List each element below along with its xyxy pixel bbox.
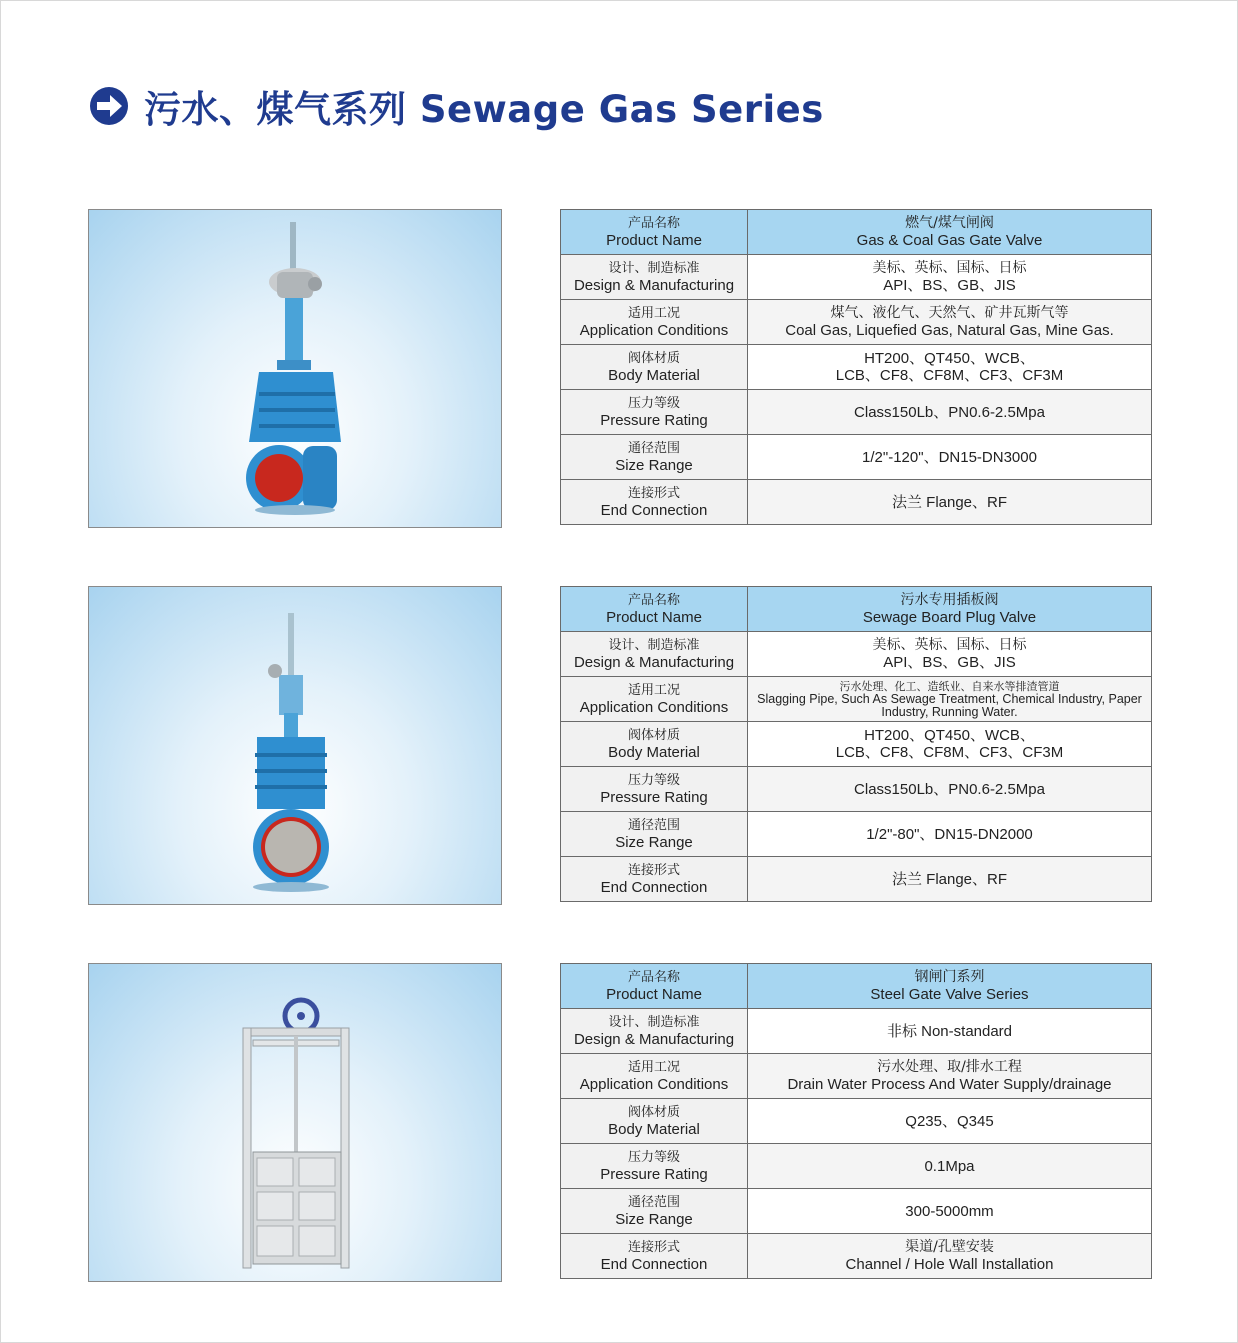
value-en: Sewage Board Plug Valve bbox=[862, 609, 1037, 626]
value-en: 非标 Non-standard bbox=[886, 1022, 1013, 1040]
spec-row-standard bbox=[561, 632, 1152, 677]
spec-row-connection bbox=[561, 1234, 1152, 1279]
spec-row-pressure bbox=[561, 767, 1152, 812]
spec-row-product-name bbox=[561, 210, 1152, 255]
arrow-right-circle-icon bbox=[88, 85, 130, 127]
value-en: 0.1Mpa bbox=[924, 1157, 975, 1175]
label-en: Application Conditions bbox=[579, 699, 729, 716]
label-cn: 连接形式 bbox=[627, 863, 680, 878]
label-cn: 设计、制造标准 bbox=[608, 261, 700, 276]
label-en: Pressure Rating bbox=[600, 1166, 708, 1183]
product-sewage-board-plug-valve bbox=[88, 586, 1152, 906]
label-en: Design & Manufacturing bbox=[573, 1031, 735, 1048]
value-en: Class150Lb、PN0.6-2.5Mpa bbox=[854, 780, 1045, 798]
steel-gate-valve-image bbox=[88, 963, 502, 1282]
value-en: 300-5000mm bbox=[905, 1202, 994, 1220]
value-en: 1/2"-120"、DN15-DN3000 bbox=[862, 448, 1037, 466]
value-en: 法兰 Flange、RF bbox=[891, 870, 1008, 888]
label-en: Body Material bbox=[608, 1121, 700, 1138]
label-en: Size Range bbox=[615, 457, 693, 474]
value-line1: HT200、QT450、WCB、 bbox=[864, 727, 1035, 744]
label-cn: 连接形式 bbox=[627, 486, 680, 501]
spec-row-pressure bbox=[561, 1144, 1152, 1189]
spec-row-conditions bbox=[561, 677, 1152, 722]
spec-row-material bbox=[561, 1099, 1152, 1144]
label-cn: 阀体材质 bbox=[627, 1105, 680, 1120]
label-cn: 设计、制造标准 bbox=[608, 638, 700, 653]
value-en: Slagging Pipe, Such As Sewage Treatment, Chemical Industry, Paper Industry, Running Water. bbox=[757, 691, 1142, 719]
spec-row-product-name bbox=[561, 587, 1152, 632]
label-cn: 连接形式 bbox=[627, 1240, 680, 1255]
label-en: Application Conditions bbox=[579, 1076, 729, 1093]
label-cn: 产品名称 bbox=[627, 216, 680, 231]
label-cn: 阀体材质 bbox=[627, 728, 680, 743]
spec-row-connection bbox=[561, 480, 1152, 525]
value-en: Q235、Q345 bbox=[905, 1112, 994, 1130]
value-en: API、BS、GB、JIS bbox=[883, 277, 1016, 294]
label-cn: 产品名称 bbox=[627, 970, 680, 985]
label-en: Product Name bbox=[606, 609, 702, 626]
label-en: Size Range bbox=[615, 834, 693, 851]
label-cn: 适用工况 bbox=[627, 683, 680, 698]
value-en: 法兰 Flange、RF bbox=[891, 493, 1008, 511]
label-en: End Connection bbox=[600, 502, 708, 519]
value-cn: 美标、英标、国标、日标 bbox=[872, 260, 1027, 276]
value-en: Drain Water Process And Water Supply/drainage bbox=[787, 1076, 1112, 1093]
spec-table bbox=[560, 209, 1152, 525]
spec-row-size bbox=[561, 812, 1152, 857]
label-cn: 通径范围 bbox=[627, 1195, 680, 1210]
label-cn: 通径范围 bbox=[627, 818, 680, 833]
spec-row-standard bbox=[561, 255, 1152, 300]
page-title: 污水、煤气系列 Sewage Gas Series bbox=[144, 88, 824, 131]
spec-table bbox=[560, 586, 1152, 902]
label-en: Product Name bbox=[606, 232, 702, 249]
label-en: End Connection bbox=[600, 879, 708, 896]
value-cn: 污水处理、取/排水工程 bbox=[877, 1059, 1022, 1075]
value-en: Steel Gate Valve Series bbox=[870, 986, 1029, 1003]
value-cn: 污水处理、化工、造纸业、自来水等排渣管道 bbox=[839, 679, 1060, 693]
sewage-board-plug-valve-image bbox=[88, 586, 502, 905]
value-en: Channel / Hole Wall Installation bbox=[845, 1256, 1054, 1273]
label-en: Body Material bbox=[608, 744, 700, 761]
label-cn: 设计、制造标准 bbox=[608, 1015, 700, 1030]
value-cn: 污水专用插板阀 bbox=[900, 592, 999, 608]
label-cn: 适用工况 bbox=[627, 1060, 680, 1075]
label-en: Pressure Rating bbox=[600, 412, 708, 429]
label-en: Application Conditions bbox=[579, 322, 729, 339]
label-cn: 压力等级 bbox=[627, 396, 680, 411]
value-en: 1/2"-80"、DN15-DN2000 bbox=[866, 825, 1033, 843]
label-en: End Connection bbox=[600, 1256, 708, 1273]
value-cn: 煤气、液化气、天然气、矿井瓦斯气等 bbox=[830, 305, 1069, 321]
label-cn: 压力等级 bbox=[627, 1150, 680, 1165]
label-en: Product Name bbox=[606, 986, 702, 1003]
label-cn: 适用工况 bbox=[627, 306, 680, 321]
spec-row-standard bbox=[561, 1009, 1152, 1054]
label-en: Body Material bbox=[608, 367, 700, 384]
value-en: Coal Gas, Liquefied Gas, Natural Gas, Mine Gas. bbox=[785, 322, 1114, 339]
value-cn: 燃气/煤气闸阀 bbox=[905, 215, 994, 231]
label-cn: 产品名称 bbox=[627, 593, 680, 608]
value-cn: 钢闸门系列 bbox=[914, 969, 985, 985]
label-cn: 压力等级 bbox=[627, 773, 680, 788]
value-en: API、BS、GB、JIS bbox=[883, 654, 1016, 671]
spec-row-size bbox=[561, 435, 1152, 480]
value-en: Class150Lb、PN0.6-2.5Mpa bbox=[854, 403, 1045, 421]
value-cn: 渠道/孔壁安装 bbox=[905, 1239, 994, 1255]
label-en: Size Range bbox=[615, 1211, 693, 1228]
value-line2: LCB、CF8、CF8M、CF3、CF3M bbox=[835, 367, 1064, 384]
spec-row-material bbox=[561, 345, 1152, 390]
value-en: Gas & Coal Gas Gate Valve bbox=[856, 232, 1043, 249]
value-cn: 美标、英标、国标、日标 bbox=[872, 637, 1027, 653]
product-gas-gate-valve bbox=[88, 209, 1152, 529]
value-line1: HT200、QT450、WCB、 bbox=[864, 350, 1035, 367]
value-line2: LCB、CF8、CF8M、CF3、CF3M bbox=[835, 744, 1064, 761]
label-cn: 通径范围 bbox=[627, 441, 680, 456]
product-steel-gate-valve bbox=[88, 963, 1152, 1283]
spec-row-material bbox=[561, 722, 1152, 767]
spec-table bbox=[560, 963, 1152, 1279]
spec-row-size bbox=[561, 1189, 1152, 1234]
label-en: Pressure Rating bbox=[600, 789, 708, 806]
spec-row-connection bbox=[561, 857, 1152, 902]
spec-row-conditions bbox=[561, 300, 1152, 345]
gas-gate-valve-image bbox=[88, 209, 502, 528]
label-en: Design & Manufacturing bbox=[573, 654, 735, 671]
label-en: Design & Manufacturing bbox=[573, 277, 735, 294]
spec-row-product-name bbox=[561, 964, 1152, 1009]
page-header bbox=[88, 82, 824, 130]
label-cn: 阀体材质 bbox=[627, 351, 680, 366]
spec-row-pressure bbox=[561, 390, 1152, 435]
spec-row-conditions bbox=[561, 1054, 1152, 1099]
